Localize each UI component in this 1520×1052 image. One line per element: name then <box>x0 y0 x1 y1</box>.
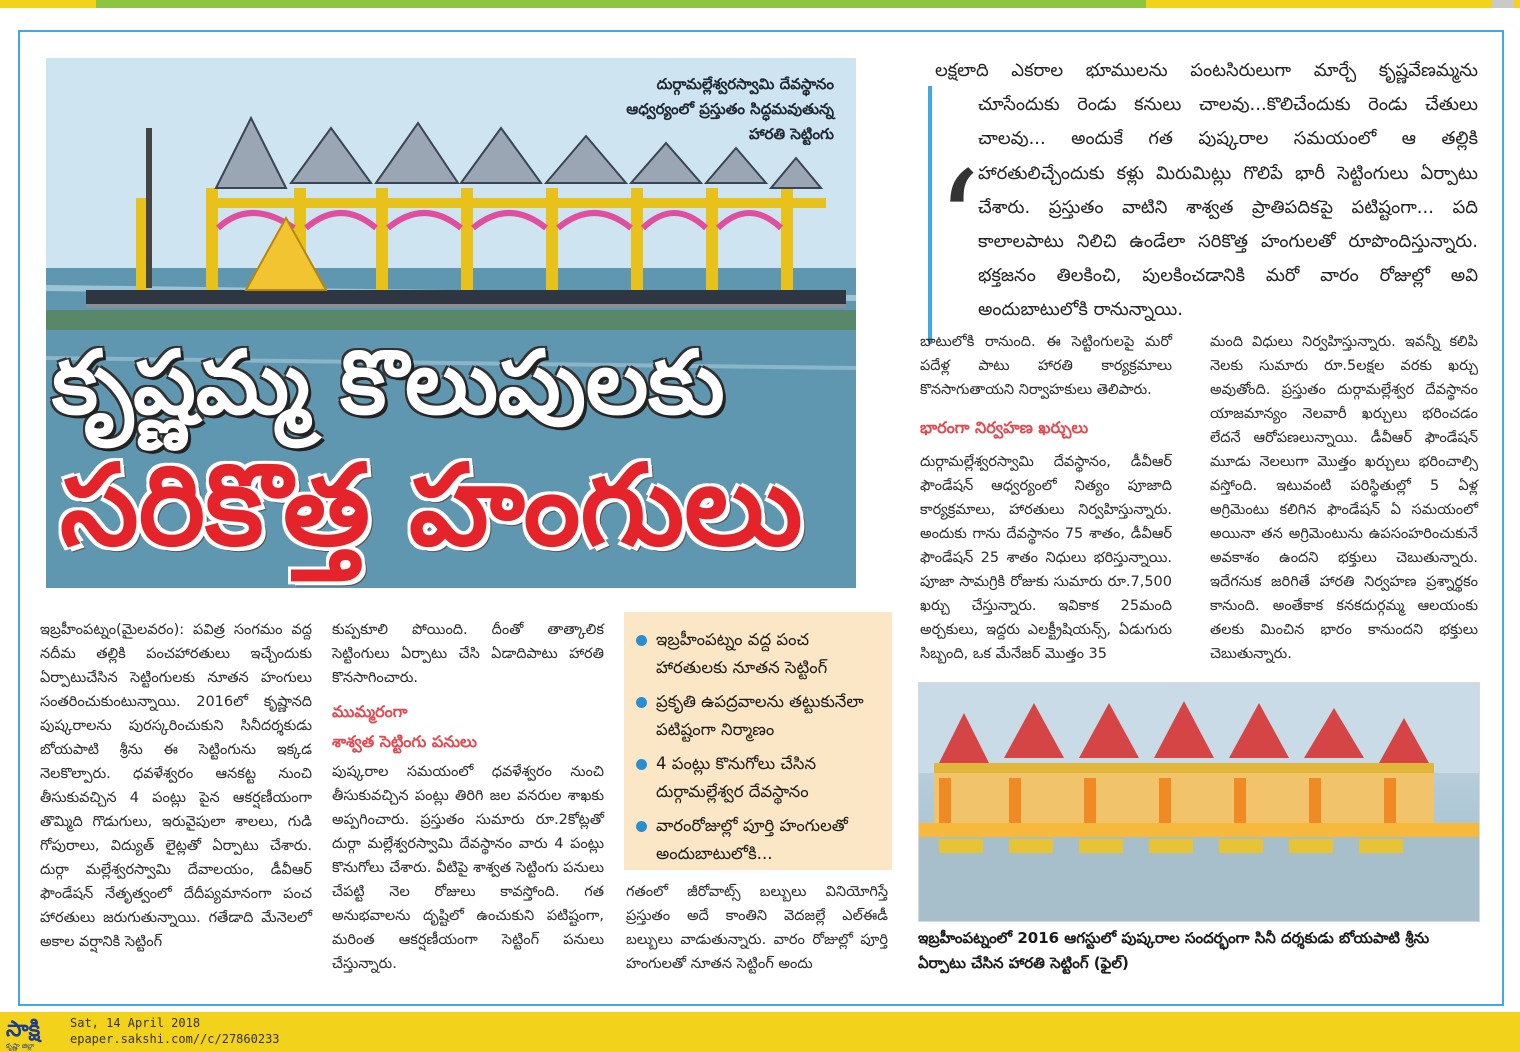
highlight-item: వారంరోజుల్లో పూర్తి హంగులతో అందుబాటులోకి... <box>636 812 880 868</box>
pull-quote <box>908 44 1486 321</box>
quote-body: లక్షలాది ఎకరాల భూములను పంటసిరులుగా మార్చే కృష్ణవేణమ్మను చూసేందుకు రెండు కనులు చాలవు...కొలిచేందుకు రెండు చేతులు చాలవు... అందుకే గత పుష్కరాల సమయంలో ఆ తల్లికి హారతులిచ్చేందుకు కళ్లు మిరుమిట్లు గొలిపే భారీ సెట్టింగులు ఏర్పాటు చేశారు. ప్రస్తుతం వాటిని శాశ్వత ప్రాతిపదికపై పటిష్టంగా... పది కాలాలపాటు నిలిచి ఉండేలా సరికొత్త హంగులతో రూపొందిస్తున్నారు. భక్తజనం తిలకించి, పులకించడానికి మరో వారం రోజుల్లో అవి అందుబాటులోకి రానున్నాయి. <box>935 60 1478 321</box>
subhead-maintenance-costs: భారంగా నిర్వహణ ఖర్చులు <box>920 418 1089 437</box>
bullet-icon <box>636 821 647 832</box>
quote-text <box>935 54 1478 328</box>
top-green-bar <box>96 0 1146 8</box>
column-3-text-2: దుర్గామల్లేశ్వరస్వామి దేవస్థానం, డీవీఆర్ ఫౌండేషన్ ఆధ్వర్యంలో నిత్యం పూజాది కార్యక్రమాలు, హారతులు నిర్వహిస్తున్నారు. అందుకు గాను దేవస్థానం 75 శాతం, డీవీఆర్ ఫౌండేషన్ 25 శాతం నిధులు భరిస్తున్నాయి. పూజా సామగ్రికి రోజుకు సుమారు రూ.7,500 ఖర్చు చేస్తున్నారు. ఇవికాక 25మంది అర్చకులు, ఇద్దరు ఎలక్ట్రీషియన్స్, ఏడుగురు సిబ్బంది, ఒక మేనేజర్ మొత్తం 35 <box>920 454 1172 662</box>
logo-name: సాక్షి <box>6 1017 41 1042</box>
file-photo-caption: ఇబ్రహీంపట్నంలో 2016 ఆగస్టులో పుష్కరాల సందర్భంగా సినీ దర్శకుడు బోయపాటి శ్రీను ఏర్పాటు చేసిన హారతి సెట్టింగ్ (ఫైల్) <box>918 929 1430 972</box>
sakshi-logo <box>6 1017 66 1050</box>
headline-line-1: కృష్ణమ్మ కొలుపులకు <box>52 330 725 434</box>
column-2-text-2: పుష్కరాల సమయంలో ధవళేశ్వరం నుంచి తీసుకువచ్చిన పంట్లు తిరిగి జల వనరుల శాఖకు అప్పగించారు. ప్రస్తుతం సుమారు రూ.2కోట్లతో దుర్గా మల్లేశ్వరస్వామి దేవస్థానం వారు 4 పంట్లు కొనుగోలు చేశారు. వీటిపై శాశ్వత సెట్టింగు పనులు చేపట్టి నెల రోజులు కావస్తోంది. గత అనుభవాలను దృష్టిలో ఉంచుకుని పటిష్టంగా, మరింత ఆకర్షణీయంగా సెట్టింగ్ పనులు చేస్తున్నారు. <box>332 764 604 972</box>
top-color-strip <box>0 0 1520 8</box>
top-corner-tab <box>1492 0 1514 8</box>
highlight-item: ఇబ్రహీంపట్నం వద్ద పంచ హారతులకు నూతన సెట్టింగ్ <box>636 626 880 682</box>
subhead-mummuranga: ముమ్మరంగా <box>332 702 408 721</box>
column-2-text-1: కుప్పకూలి పోయింది. దీంతో తాత్కాలిక సెట్టింగులు ఏర్పాటు చేసి ఏడాదిపాటు హారతి కొనసాగించారు. <box>332 622 604 686</box>
bullet-icon <box>636 697 647 708</box>
footer-bar <box>0 1012 1520 1052</box>
file-photo-illustration <box>919 683 1479 921</box>
article-column-1: ఇబ్రహీంపట్నం(మైలవరం): పవిత్ర సంగమం వద్ద నదీమ తల్లికి పంచహారతులు ఇచ్చేందుకు ఏర్పాటుచేసిన సెట్టింగులకు నూతన హంగులు సంతరించుకుంటున్నాయి. 2016లో కృష్ణానది పుష్కరాలను పురస్కరించుకుని సినీదర్శకుడు బోయపాటి శ్రీను ఈ సెట్టింగును ఇక్కడ నెలకొల్పారు. ధవళేశ్వరం ఆనకట్ట నుంచి తీసుకువచ్చిన 4 పంట్లు పైన ఆకర్షణీయంగా తొమ్మిది గొడుగులు, ఇరువైపులా శాలలు, గుడి గోపురాలు, విద్యుత్ లైట్లతో ఏర్పాటు చేశారు. దుర్గా మల్లేశ్వరస్వామి దేవాలయం, డీవీఆర్ ఫౌండేషన్ నేతృత్వంలో దేదీప్యమానంగా పంచ హారతులు జరుగుతున్నాయి. గతేడాది మేనెలలో అకాల వర్షానికి సెట్టింగ్ <box>40 622 312 950</box>
highlights-box <box>624 612 892 870</box>
quote-accent-bar <box>928 86 932 344</box>
subhead-permanent-setting: శాశ్వత సెట్టింగు పనులు <box>332 732 477 751</box>
bullet-icon <box>636 759 647 770</box>
quote-mark-icon: ‘ <box>936 142 981 305</box>
logo-subtitle: కృష్ణా జిల్లా <box>6 1042 35 1050</box>
highlight-item: ప్రకృతి ఉపద్రవాలను తట్టుకునేలా పటిష్టంగా నిర్మాణం <box>636 688 880 744</box>
article-column-4: మంది విధులు నిర్వహిస్తున్నారు. ఇవన్నీ కలిపి నెలకు సుమారు రూ.5లక్షల వరకు ఖర్చు అవుతోంది. ప్రస్తుతం దుర్గామల్లేశ్వర దేవస్థానం యాజమాన్యం నెలవారీ ఖర్చులు భరించడం లేదనే ఆరోపణలున్నాయి. డీవీఆర్ ఫౌండేషన్ మూడు నెలలుగా మొత్తం ఖర్చులు భరించాల్సి వస్తోంది. ఇటువంటి పరిస్థితుల్లో 5 ఏళ్ల అగ్రిమెంటు కలిగిన ఫౌండేషన్ ఏ సమయంలో అయినా తన అగ్రిమెంటును ఉపసంహరించుకునే అవకాశం ఉందని భక్తులు చెబుతున్నారు. ఇదేగనుక జరిగితే హారతి నిర్వహణ ప్రశ్నార్థకం కానుంది. అంతేకాక కనకదుర్గమ్మ ఆలయంకు తలకు మించిన భారం కానుందని భక్తులు చెబుతున్నారు. <box>1210 334 1478 662</box>
article-column-5: గతంలో జీరోవాట్స్ బల్బులు వినియోగిస్తే ప్రస్తుతం అదే కాంతిని వెదజల్లే ఎల్ఈడీ బల్బులు వాడుతున్నారు. వారం రోజుల్లో పూర్తి హంగులతో నూతన సెట్టింగ్ అందు <box>626 884 888 972</box>
edition-date: Sat, 14 April 2018 <box>70 1016 201 1030</box>
file-photo-2016 <box>918 682 1480 922</box>
headline-line-2: సరికొత్త హంగులు <box>60 440 803 571</box>
hero-photo-caption: దుర్గామల్లేశ్వరస్వామి దేవస్థానం ఆధ్వర్యంలో ప్రస్తుతం సిద్ధమవుతున్న హారతి సెట్టింగు <box>626 75 834 143</box>
highlight-item: 4 పంట్లు కొనుగోలు చేసిన దుర్గామల్లేశ్వర దేవస్థానం <box>636 750 880 806</box>
article-column-2 <box>332 618 604 976</box>
article-column-3 <box>920 330 1172 666</box>
epaper-url[interactable]: epaper.sakshi.com//c/27860233 <box>70 1032 280 1046</box>
bullet-icon <box>636 635 647 646</box>
column-3-text-1: బాటులోకి రానుంది. ఈ సెట్టింగులపై మరో పదేళ్ల పాటు హారతి కార్యక్రమాలు కొనసాగుతాయని నిర్వాహకులు తెలిపారు. <box>920 334 1172 398</box>
